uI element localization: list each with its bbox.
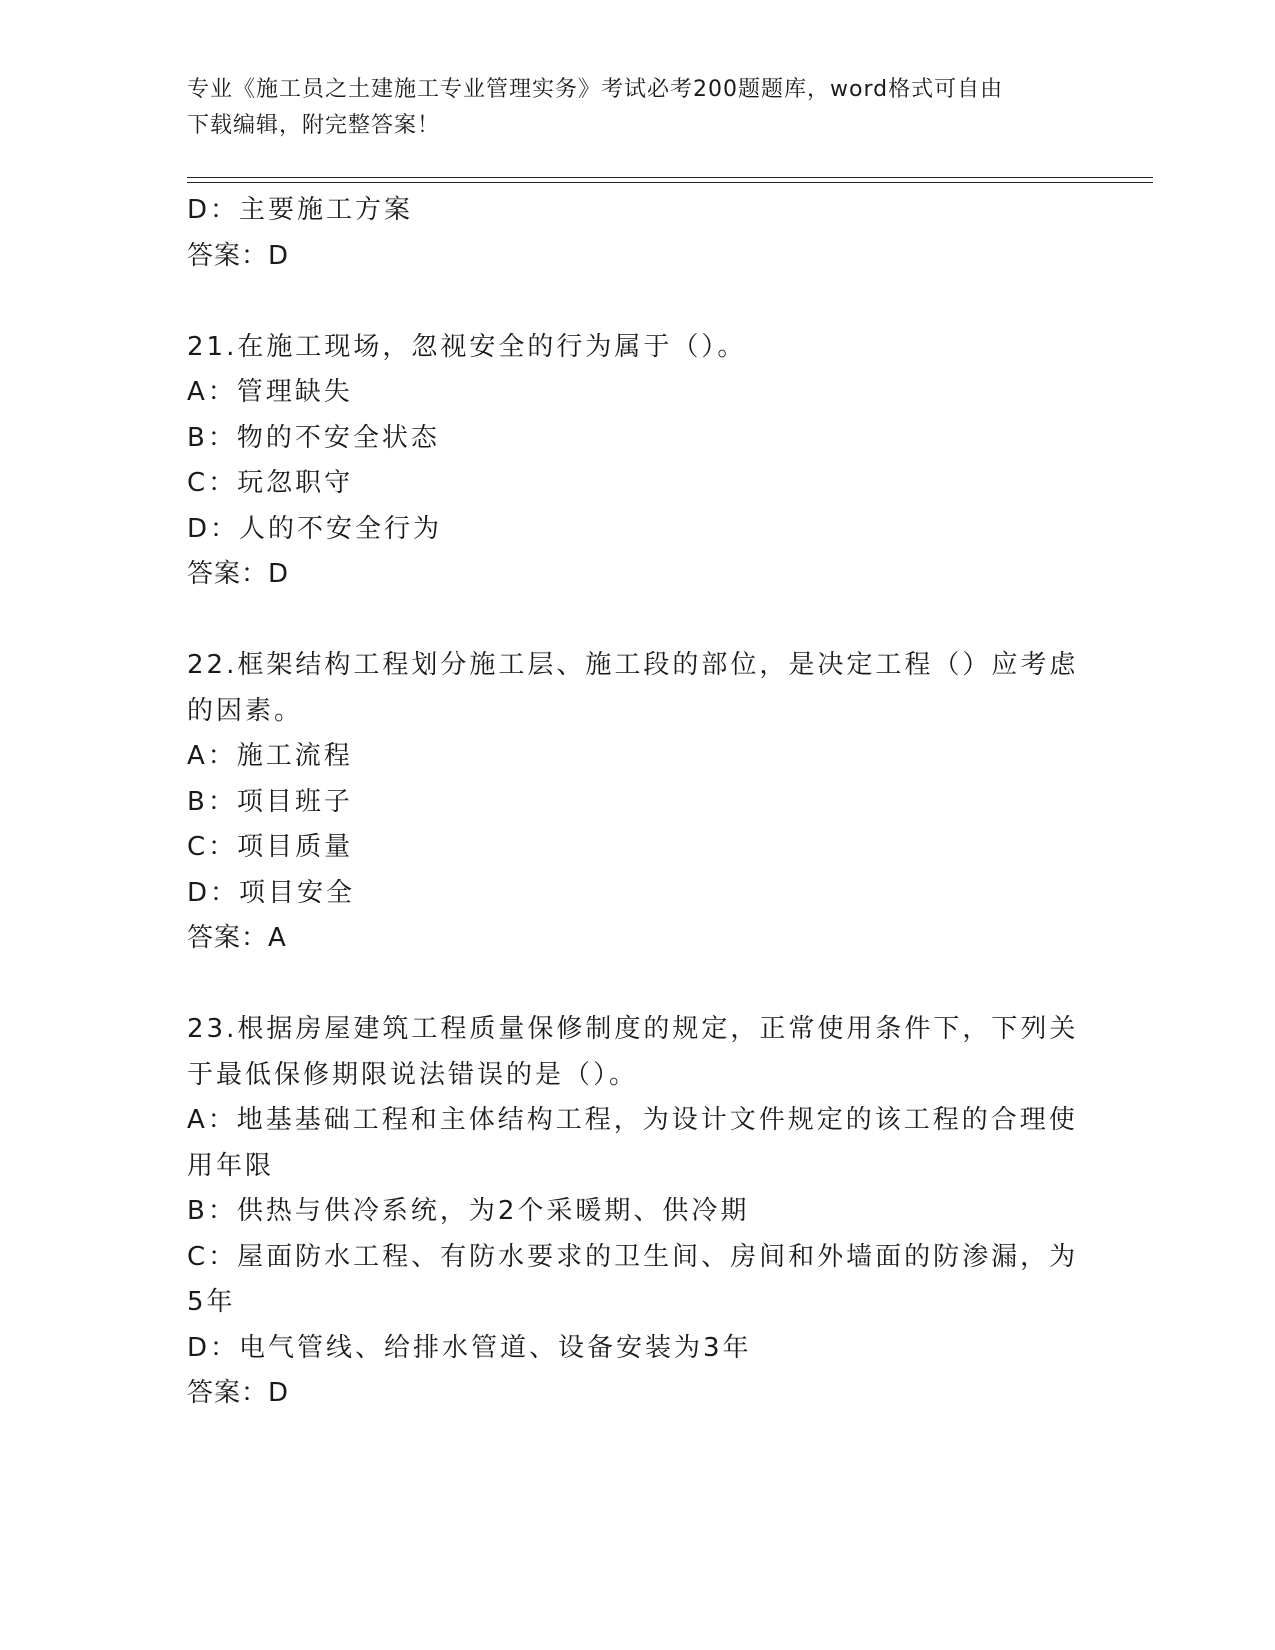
option-a: A：管理缺失 [187,377,353,407]
option-b: B：物的不安全状态 [187,422,440,453]
option-a: A：施工流程 [187,741,353,771]
option-a: A：地基基础工程和主体结构工程，为设计文件规定的该工程的合理使 [187,1105,1078,1135]
option-c-cont: 5年 [187,1287,236,1317]
question-text-cont: 的因素。 [187,695,304,726]
question-22 [187,643,1087,962]
option-d: D：人的不安全行为 [187,513,443,544]
header-rule-top [187,177,1153,178]
answer: 答案：D [187,1378,290,1408]
document-header [187,72,1067,144]
question-23 [187,1007,1087,1417]
option-c: C：玩忽职守 [187,468,354,498]
option-a-cont: 用年限 [187,1150,275,1181]
question-text: 22.框架结构工程划分施工层、施工段的部位，是决定工程（）应考虑 [187,650,1079,680]
option-c: C：屋面防水工程、有防水要求的卫生间、房间和外墙面的防渗漏，为 [187,1241,1079,1272]
prev-answer: 答案：D [187,240,290,271]
question-text-cont: 于最低保修期限说法错误的是（）。 [187,1059,639,1090]
question-text: 21.在施工现场，忽视安全的行为属于（）。 [187,331,747,362]
question-text: 23.根据房屋建筑工程质量保修制度的规定，正常使用条件下，下列关 [187,1014,1079,1044]
prev-option-d: D：主要施工方案 [187,195,414,225]
option-c: C：项目质量 [187,832,354,862]
spacer [187,598,1087,644]
answer: 答案：A [187,923,287,953]
spacer [187,962,1087,1008]
option-b: B：项目班子 [187,786,353,817]
spacer [187,279,1087,325]
header-line-1: 专业《施工员之土建施工专业管理实务》考试必考200题题库，word格式可自由 [187,77,1004,102]
option-d: D：项目安全 [187,877,356,908]
option-b: B：供热与供冷系统，为2个采暖期、供冷期 [187,1196,750,1226]
document-body [187,188,1087,1417]
option-d: D：电气管线、给排水管道、设备安装为3年 [187,1332,752,1363]
question-21 [187,325,1087,598]
header-rule-bottom [187,182,1153,183]
answer: 答案：D [187,559,290,589]
header-line-2: 下载编辑，附完整答案！ [187,113,441,138]
